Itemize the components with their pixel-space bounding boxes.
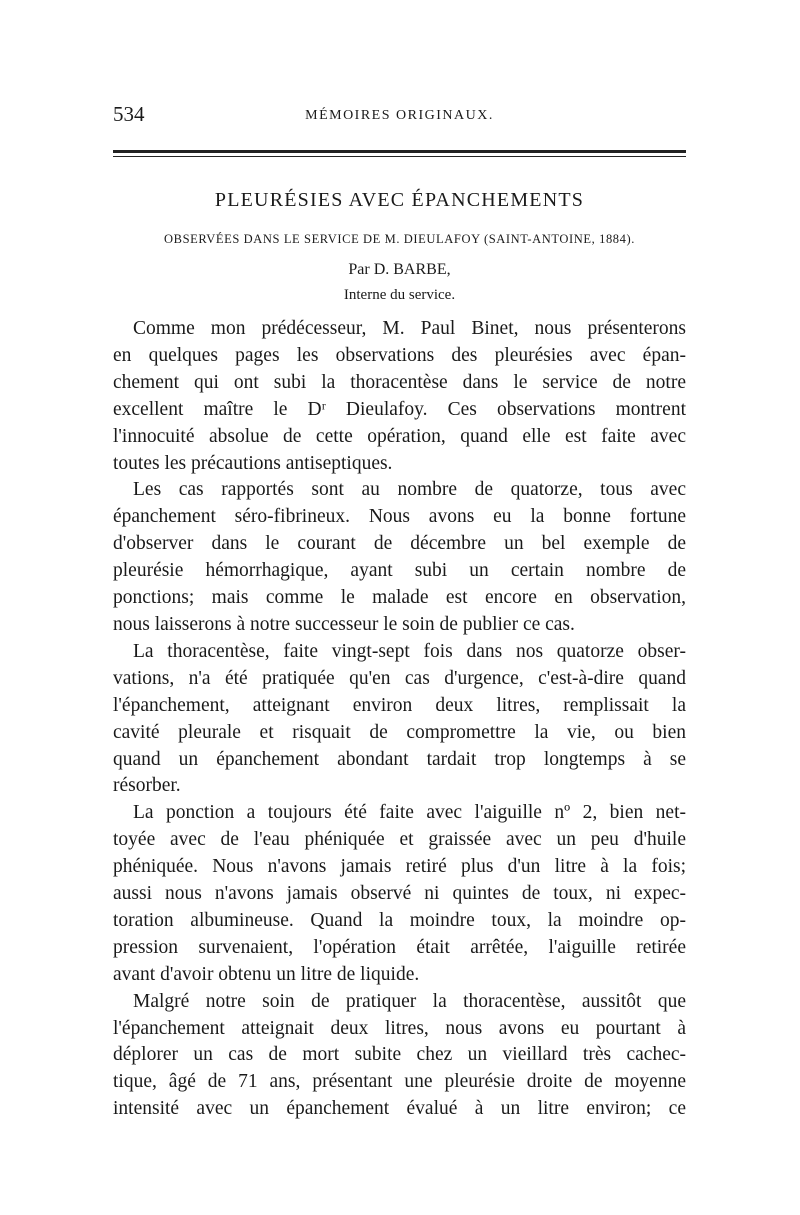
text-line: cavité pleurale et risquait de compromettre la vie, ou bien: [113, 721, 686, 743]
header-rule-thin: [113, 156, 686, 157]
text-line: épanchement séro-fibrineux. Nous avons eu la bonne fortune: [113, 506, 686, 528]
paragraph: [113, 477, 686, 638]
author-role: Interne du service.: [343, 287, 456, 303]
text-line: pleurésie hémorrhagique, ayant subi un certain nombre de: [113, 560, 686, 582]
article-title: PLEURÉSIES AVEC ÉPANCHEMENTS: [214, 189, 585, 211]
text-line: résorber.: [113, 775, 181, 797]
text-line: ponctions; mais comme le malade est encore en observation,: [113, 587, 686, 609]
article-body: [113, 316, 686, 1123]
text-line: toutes les précautions antiseptiques.: [113, 452, 393, 474]
text-line: La ponction a toujours été faite avec l'aiguille nº 2, bien net-: [133, 802, 686, 824]
text-line: phéniquée. Nous n'avons jamais retiré plus d'un litre à la fois;: [113, 856, 686, 878]
page-number: 534: [113, 102, 145, 126]
text-line: intensité avec un épanchement évalué à un litre environ; ce: [113, 1098, 686, 1120]
text-line: vations, n'a été pratiquée qu'en cas d'urgence, c'est-à-dire quand: [113, 667, 686, 689]
text-line: pression survenaient, l'opération était arrêtée, l'aiguille retirée: [113, 936, 686, 958]
text-line: quand un épanchement abondant tardait trop longtemps à se: [113, 748, 686, 770]
text-line: l'innocuité absolue de cette opération, quand elle est faite avec: [113, 425, 686, 447]
text-line: d'observer dans le courant de décembre un bel exemple de: [113, 533, 686, 555]
text-line: l'épanchement, atteignant environ deux litres, remplissait la: [113, 694, 686, 716]
text-line: Malgré notre soin de pratiquer la thoracentèse, aussitôt que: [133, 990, 686, 1012]
text-line: avant d'avoir obtenu un litre de liquide.: [113, 963, 420, 985]
text-line: nous laisserons à notre successeur le soin de publier ce cas.: [113, 613, 575, 635]
text-line: déplorer un cas de mort subite chez un vieillard très cachec-: [113, 1044, 686, 1066]
article-subtitle: OBSERVÉES DANS LE SERVICE DE M. DIEULAFOY (SAINT-ANTOINE, 1884).: [164, 232, 635, 246]
running-title: MÉMOIRES ORIGINAUX.: [305, 108, 494, 123]
header-rule-thick: [113, 150, 686, 153]
text-line: tique, âgé de 71 ans, présentant une pleurésie droite de moyenne: [113, 1071, 686, 1093]
paragraph: [113, 639, 686, 800]
text-line: en quelques pages les observations des pleurésies avec épan-: [113, 344, 686, 366]
paragraph: [113, 316, 686, 477]
paragraph: [113, 800, 686, 988]
text-line: l'épanchement atteignait deux litres, nous avons eu pourtant à: [113, 1017, 686, 1039]
text-line: La thoracentèse, faite vingt-sept fois dans nos quatorze obser-: [133, 640, 686, 662]
text-line: toration albumineuse. Quand la moindre toux, la moindre op-: [113, 909, 686, 931]
text-line: Les cas rapportés sont au nombre de quatorze, tous avec: [133, 479, 686, 501]
text-line: aussi nous n'avons jamais observé ni quintes de toux, ni expec-: [113, 883, 686, 905]
text-line: excellent maître le Dʳ Dieulafoy. Ces observations montrent: [113, 398, 686, 420]
running-head: [113, 96, 686, 136]
document-page: [113, 96, 686, 1123]
text-line: chement qui ont subi la thoracentèse dans le service de notre: [113, 371, 686, 393]
paragraph: [113, 989, 686, 1124]
text-line: Comme mon prédécesseur, M. Paul Binet, nous présenterons: [133, 318, 686, 339]
author-byline: Par D. BARBE,: [348, 261, 451, 278]
text-line: toyée avec de l'eau phéniquée et graissée avec un peu d'huile: [113, 829, 686, 851]
